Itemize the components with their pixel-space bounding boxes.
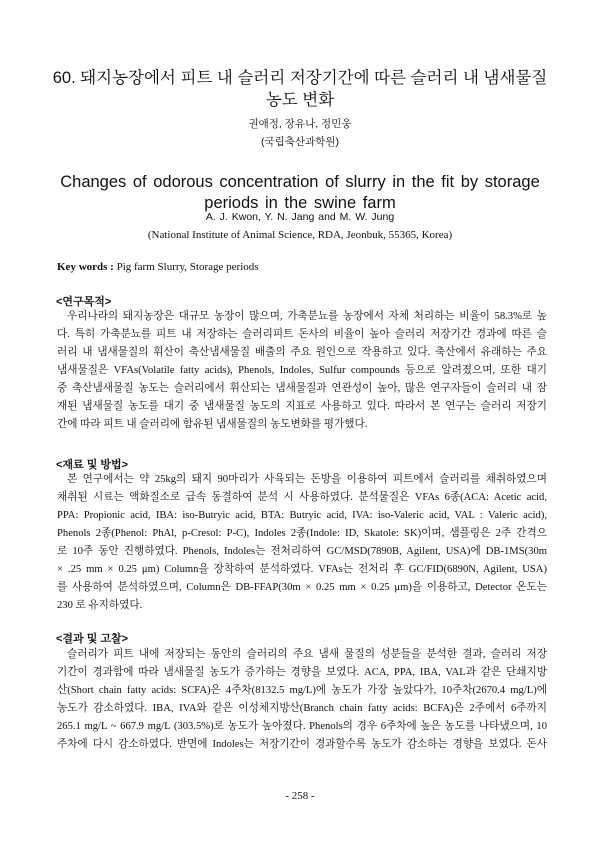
text-line: 265.1 mg/L ~ 667.9 mg/L (303.5%)로 농도가 높아졌다. Phenols의 경우 6주차에 높은 농도를 나타냈으며, 10: [57, 721, 547, 732]
text-line: 슬러리가 피트 내에 저장되는 동안의 슬러리의 주요 냄새 물질의 성분들을 분석한 결과, 슬러리 저장: [67, 649, 547, 660]
section-heading-methods: <재료 및 방법>: [56, 459, 129, 471]
text-line: PPA: Propionic acid, IBA: iso-Butryic acid, BTA: Butryic acid, IVA: iso-Valeric acid, VAL : Valeric acid),: [57, 510, 547, 521]
keywords-label: Key words :: [57, 261, 114, 273]
text-line: 재된 냄새물질 농도를 대기 중 냄새물질 농도의 지표로 사용하고 있다. 따라서 본 연구는 슬러리 저장기: [57, 401, 547, 412]
text-line: 채취된 시료는 액화질소로 급속 동결하여 분석 시 사용하였다. 분석물질은 VFAs 6종(ACA: Acetic acid,: [57, 492, 547, 503]
text-line: 기간이 경과함에 따라 냄새물질 농도가 증가하는 경향을 보였다. ACA, PPA, IBA, VAL과 같은 단쇄지방: [57, 667, 547, 678]
text-line: 간에 따라 피트 내 슬러리에 함유된 냄새물질의 농도변화를 평가했다.: [57, 419, 368, 430]
text-line: 본 연구에서는 약 25kg의 돼지 90마리가 사육되는 돈방을 이용하여 피트에서 슬러리를 채취하였으며: [67, 474, 547, 485]
text-line: 냄새물질은 VFAs(Volatile fatty acids), Phenols, Indoles, Sulfur compounds 등으로 알려졌으며, 또한 대기: [57, 365, 547, 376]
korean-title-line: 60. 돼지농장에서 피트 내 슬러리 저장기간에 따른 슬러리 내 냄새물질: [52, 69, 548, 87]
korean-affiliation: (국립축산과학원): [261, 136, 339, 148]
text-line: 를 사용하여 분석하였으며, Column은 DB-FFAP(30m × 0.25 mm × 0.25 μm)을 이용하고, Detector 온도는: [57, 582, 547, 593]
english-title-line: periods in the swine farm: [204, 194, 396, 212]
section-body-results: [57, 646, 547, 754]
text-line: 주차에 다시 감소하였다. 반면에 Indoles는 저장기간이 경과할수록 농도가 감소하는 경향을 보였다. 돈사: [57, 739, 547, 750]
page-number: - 258 -: [285, 790, 315, 802]
korean-authors: 권애정, 장유나, 정민웅: [248, 118, 352, 130]
text-line: 로 10주 동안 진행하였다. Phenols, Indoles는 전처리하여 GC/MSD(7890B, Agilent, USA)에 DB-1MS(30m: [57, 546, 547, 557]
korean-title-line: 농도 변화: [265, 91, 335, 109]
text-line: 다. 특히 가축분뇨를 피트 내 저장하는 슬러리피트 돈사의 비율이 높아 슬러리 저장기간 경과에 따른 슬: [57, 329, 547, 340]
text-line: 우리나라의 돼지농장은 대규모 농장이 많으며, 가축분뇨를 농장에서 자체 처리하는 비율이 58.3%로 높: [67, 311, 547, 322]
text-line: Phenols 2종(Phenol: PhAl, p-Cresol: P-C), Indoles 2종(Indole: ID, Skatole: SK)이며, 샘플링은 2주 간격으: [57, 528, 547, 539]
text-line: 러리 내 냄새물질의 휘산이 축산냄새물질 배출의 주요 원인으로 작용하고 있다. 축산에서 유래하는 주요: [57, 347, 547, 358]
korean-title: [0, 67, 600, 111]
text-line: 산(Short chain fatty acids: SCFA)은 4주차(8132.5 mg/L)에 농도가 가장 높았다가, 10주차(2670.4 mg/L)에: [57, 685, 547, 696]
section-body-methods: [57, 471, 547, 615]
english-title-line: Changes of odorous concentration of slurry in the fit by storage: [60, 173, 540, 191]
section-body-purpose: [57, 308, 547, 434]
text-line: 중 축산냄새물질 농도는 슬러리에서 휘산되는 냄새물질과 연관성이 높아, 많은 연구자들이 슬러리 내 잠: [57, 383, 547, 394]
keywords: [57, 261, 259, 273]
english-authors: A. J. Kwon, Y. N. Jang and M. W. Jung: [205, 211, 395, 223]
text-line: 230 로 유지하였다.: [57, 600, 143, 611]
english-title: [0, 172, 600, 214]
english-affiliation: (National Institute of Animal Science, RDA, Jeonbuk, 55365, Korea): [147, 229, 453, 241]
keywords-value: Pig farm Slurry, Storage periods: [116, 261, 259, 273]
section-heading-results: <결과 및 고찰>: [56, 633, 129, 645]
text-line: × .25 mm × 0.25 μm) Column을 장착하여 분석하였다. VFAs는 전처리 후 GC/FID(6890N, Agilent, USA): [57, 564, 547, 575]
text-line: 농도가 감소하였다. IBA, IVA와 같은 이성체지방산(Branch chain fatty acids: BCFA)은 2주에서 6주까지: [57, 703, 547, 714]
section-heading-purpose: <연구목적>: [56, 296, 112, 308]
